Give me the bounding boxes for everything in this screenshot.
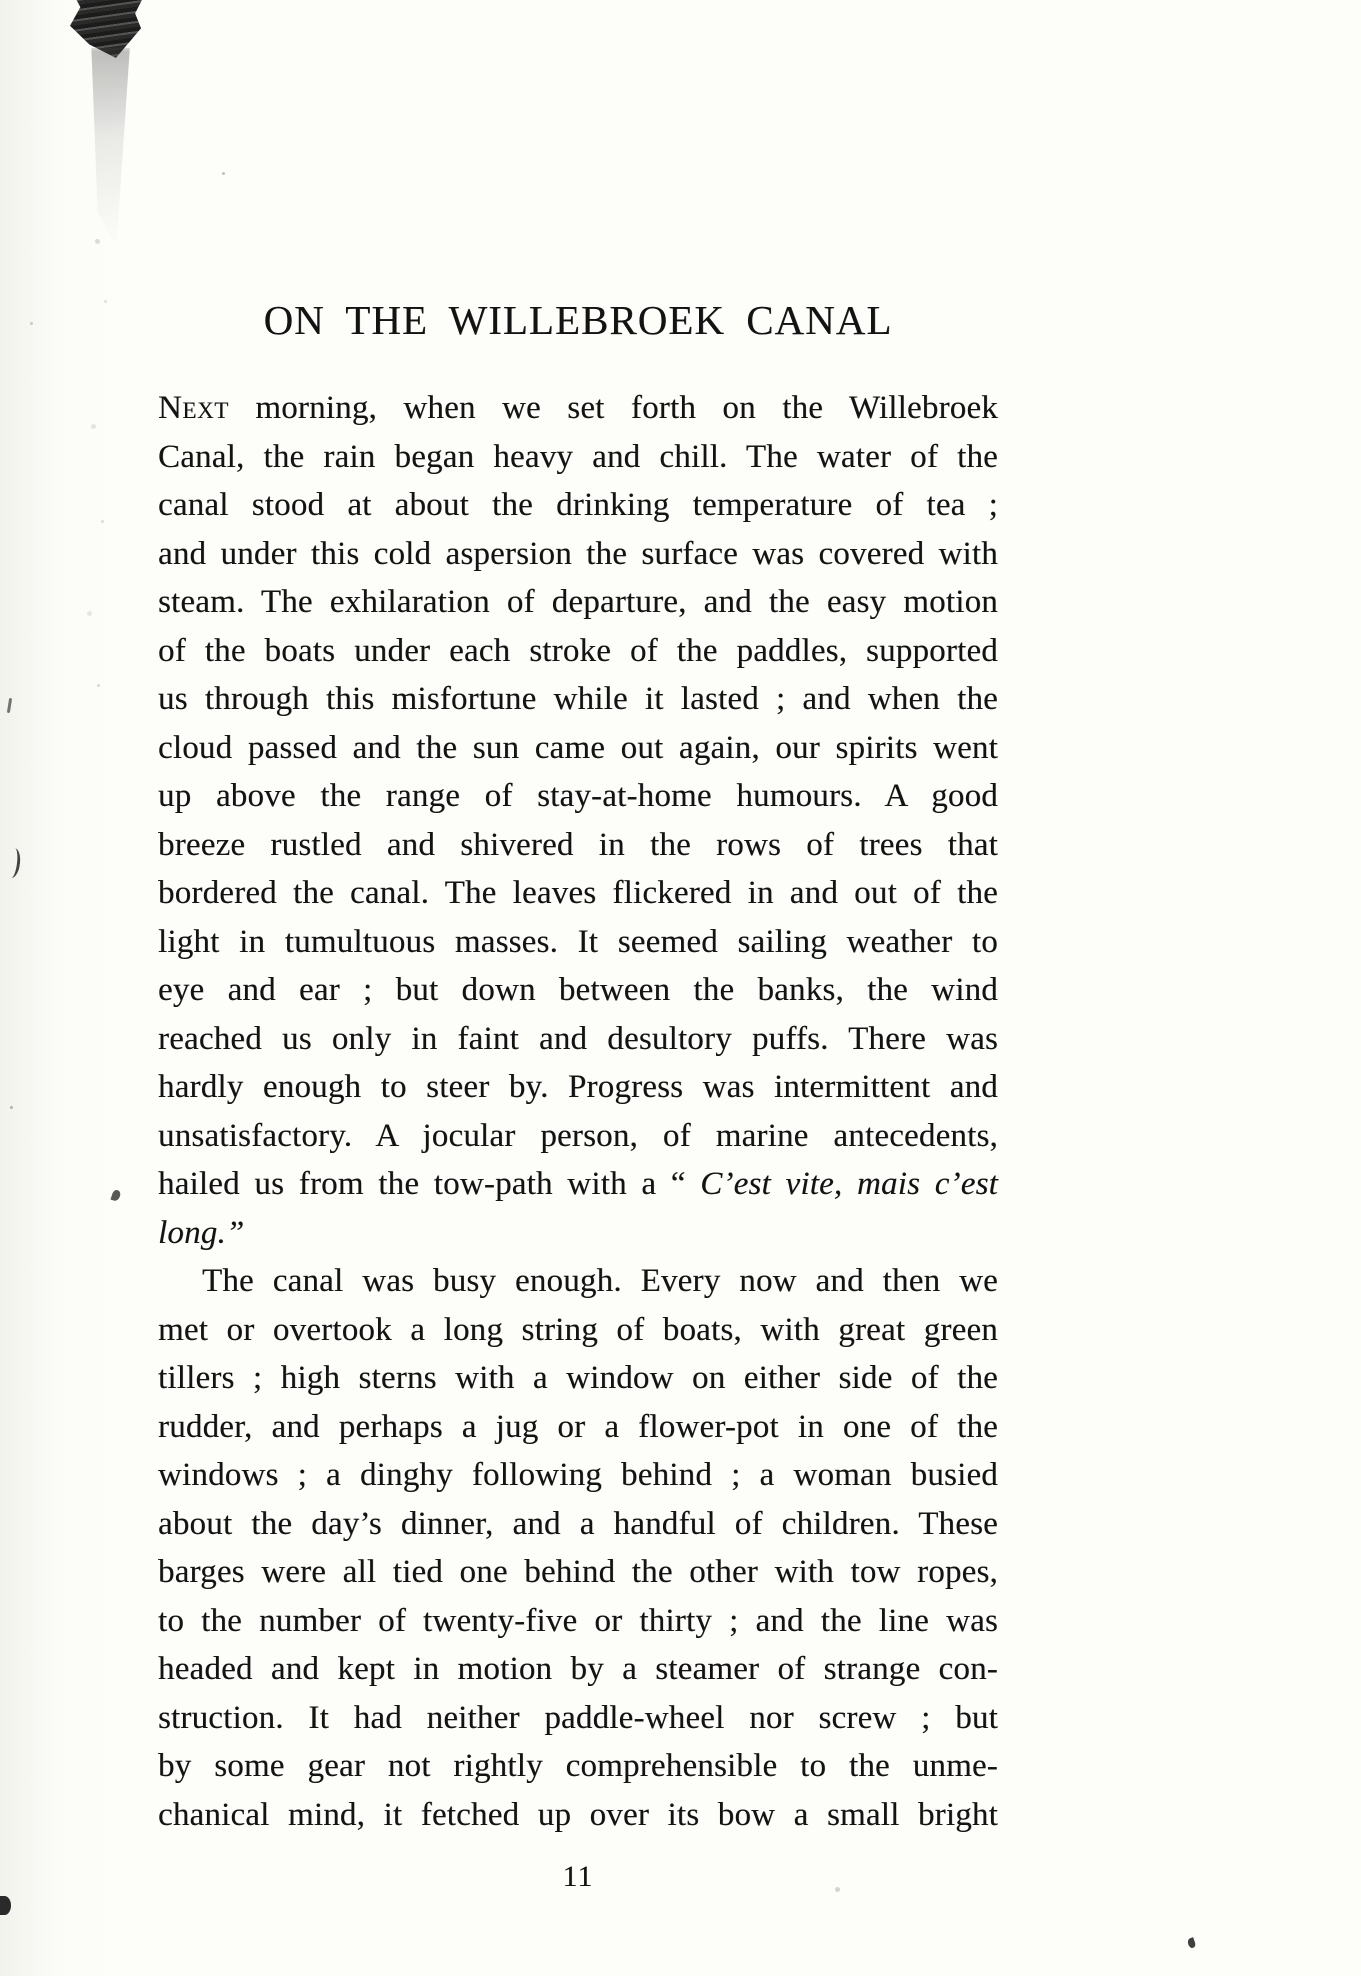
text-line [158,1209,998,1258]
text-line [158,578,998,627]
text-segment: canal stood at about the drinking temperature of tea ; [158,487,998,523]
text-segment: chanical mind, it fetched up over its bow a small bright [158,1796,998,1833]
scan-artifact-speckles [0,0,3,3]
text-segment: tillers ; high sterns with a window on either side of the [158,1360,998,1396]
text-line [158,627,998,676]
text-segment: bordered the canal. The leaves flickered in and out of the [158,875,998,911]
paragraph [158,1257,998,1839]
text-line [158,1645,998,1694]
text-segment: and under this cold aspersion the surface was covered with [158,535,998,572]
text-segment: unsatisfactory. A jocular person, of marine antecedents, [158,1117,998,1154]
text-segment: Next [158,390,229,426]
text-line [158,1112,998,1161]
scan-artifact-comma [110,1189,121,1202]
text-segment: hailed us from the tow-path with a “ [158,1166,701,1202]
body-text [158,384,998,1839]
text-line [158,821,998,870]
text-segment: breeze rustled and shivered in the rows of trees that [158,826,998,863]
text-line [158,1403,998,1452]
text-line [158,1500,998,1549]
text-segment: windows ; a dinghy following behind ; a woman busied [158,1457,998,1493]
paragraph [158,384,998,1257]
text-segment: long.” [158,1214,245,1251]
text-segment: Canal, the rain began heavy and chill. The water of the [158,438,998,475]
text-line [158,1354,998,1403]
text-line [158,675,998,724]
text-segment: barges were all tied one behind the other with tow ropes, [158,1554,998,1590]
text-segment: to the number of twenty-five or thirty ; and the line was [158,1602,998,1639]
text-segment: hardly enough to steer by. Progress was intermittent and [158,1069,998,1105]
scan-artifact-bottom-right [1187,1937,1197,1949]
text-line [158,772,998,821]
text-line [158,1015,998,1064]
text-segment: C’est vite, mais c’est [700,1166,999,1202]
text-line [158,966,998,1015]
text-line [158,384,998,433]
text-segment: cloud passed and the sun came out again, our spirits went [158,729,998,766]
text-segment: steam. The exhilaration of departure, and the easy motion [158,584,998,620]
text-segment: morning, when we set forth on the Willebroek [228,390,998,426]
text-segment: met or overtook a long string of boats, with great green [158,1311,998,1348]
text-line [158,1063,998,1112]
text-segment: eye and ear ; but down between the banks, the wind [158,972,998,1008]
text-segment: struction. It had neither paddle-wheel nor screw ; but [158,1699,998,1736]
scan-artifact-tick [7,698,12,713]
text-line [158,1257,998,1306]
page-number: 11 [562,1860,594,1893]
text-line [158,918,998,967]
text-segment: light in tumultuous masses. It seemed sailing weather to [158,923,998,960]
text-line [158,724,998,773]
text-segment: The canal was busy enough. Every now and then we [202,1263,998,1299]
text-segment: up above the range of stay-at-home humours. A good [158,778,998,814]
text-line [158,1597,998,1646]
scan-artifact-corner-smudge [82,48,134,248]
text-line [158,1791,998,1840]
text-block [158,0,998,1895]
text-line [158,1742,998,1791]
text-segment: headed and kept in motion by a steamer of strange con- [158,1651,998,1687]
text-line [158,1451,998,1500]
text-line [158,1160,998,1209]
text-line [158,1306,998,1355]
text-segment: us through this misfortune while it lasted ; and when the [158,681,998,717]
scan-artifact-bottom-left [0,1896,11,1915]
scan-artifact-brace [4,847,22,878]
text-line [158,433,998,482]
text-segment: about the day’s dinner, and a handful of children. These [158,1505,998,1542]
text-line [158,869,998,918]
text-segment: rudder, and perhaps a jug or a flower-pot in one of the [158,1408,998,1445]
text-segment: of the boats under each stroke of the paddles, supported [158,632,998,669]
text-line [158,481,998,530]
page-title: ON THE WILLEBROEK CANAL [263,297,893,343]
text-segment: by some gear not rightly comprehensible to the unme- [158,1748,998,1784]
text-line [158,1694,998,1743]
text-segment: reached us only in faint and desultory puffs. There was [158,1020,998,1057]
text-line [158,530,998,579]
text-line [158,1548,998,1597]
